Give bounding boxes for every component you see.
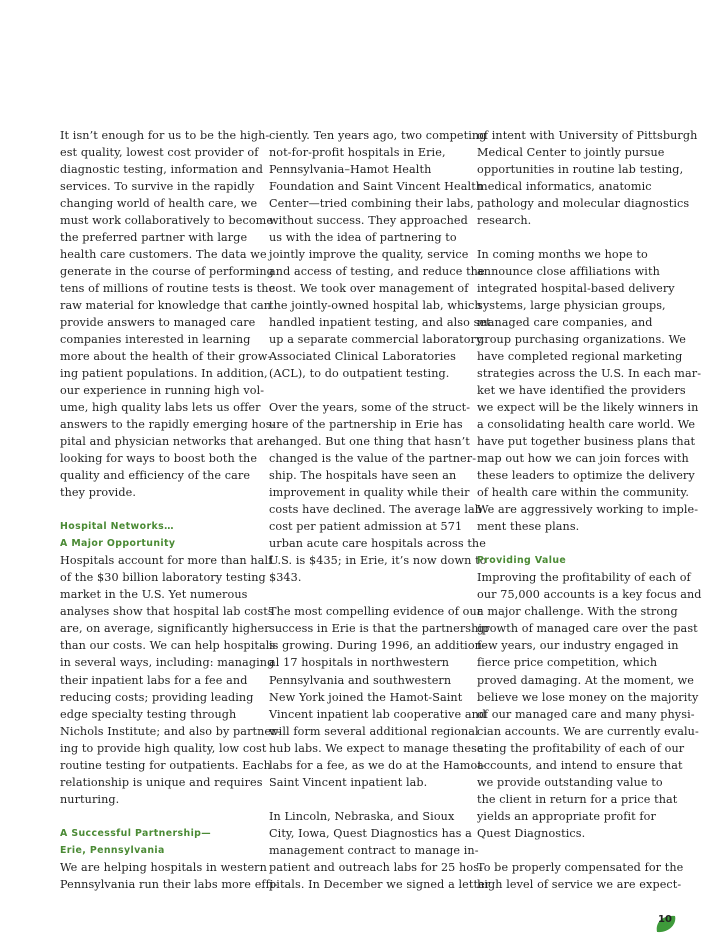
body-text-line: answers to the rapidly emerging hos- (60, 418, 276, 432)
paragraph-gap (477, 229, 673, 246)
body-text-line: Associated Clinical Laboratories (269, 350, 456, 364)
paragraph-gap (60, 808, 256, 825)
body-text-line: and access of testing, and reduce the (269, 265, 485, 279)
body-text-line: companies interested in learning (60, 333, 251, 347)
paragraph-gap (269, 382, 465, 399)
body-text-line: Hospitals account for more than half (60, 554, 273, 568)
body-text-line: To be properly compensated for the (477, 860, 684, 874)
body-text-line: We are aggressively working to imple- (477, 503, 699, 517)
body-text-line: are, on average, significantly higher (60, 622, 270, 636)
body-text-line: of health care within the community. (477, 486, 689, 500)
body-text-line: the preferred partner with large (60, 231, 248, 245)
body-text-line: Center—tried combining their labs, (269, 197, 474, 211)
body-text-line: improvement in quality while their (269, 486, 470, 500)
body-text-line: The most compelling evidence of our (269, 605, 483, 619)
body-text-line: these leaders to optimize the delivery (477, 469, 695, 483)
body-text-line: diagnostic testing, information and (60, 163, 263, 177)
paragraph-gap (477, 535, 673, 552)
body-text-line: raw material for knowledge that can (60, 299, 272, 313)
body-text-line: management contract to manage in- (269, 843, 479, 857)
body-text-line: Medical Center to jointly pursue (477, 146, 665, 160)
body-text-line: City, Iowa, Quest Diagnostics has a (269, 826, 472, 840)
body-text-line: Nichols Institute; and also by partner- (60, 724, 281, 738)
body-text-line: ship. The hospitals have seen an (269, 469, 457, 483)
text-column-2 (269, 127, 491, 893)
body-text-line: research. (477, 214, 532, 228)
body-text-line: up a separate commercial laboratory, (269, 333, 485, 347)
body-text-line: announce close affiliations with (477, 265, 660, 279)
body-text-line: pathology and molecular diagnostics (477, 197, 690, 211)
body-text-line: It isn’t enough for us to be the high- (60, 129, 270, 142)
page-number-badge (653, 912, 683, 932)
body-text-line: quality and efficiency of the care (60, 469, 251, 483)
body-text-line: of our managed care and many physi- (477, 707, 695, 721)
body-text-line: the client in return for a price that (477, 792, 678, 806)
body-text-line: they provide. (60, 486, 136, 500)
body-text-line: nurturing. (60, 792, 120, 806)
body-text-line: In coming months we hope to (477, 248, 648, 262)
body-text-line: accounts, and intend to ensure that (477, 758, 683, 772)
body-text-line: Improving the profitability of each of (477, 571, 691, 585)
body-text-line: systems, large physician groups, (477, 299, 666, 313)
body-text-line: changed. But one thing that hasn’t (269, 435, 470, 449)
body-text-line: ciently. Ten years ago, two competing (269, 129, 487, 142)
body-text-line: generate in the course of performing (60, 265, 274, 279)
body-text-line: ating the profitability of each of our (477, 741, 685, 755)
body-text-line: urban acute care hospitals across the (269, 537, 486, 551)
paragraph-gap (269, 791, 465, 808)
body-text-line: have completed regional marketing (477, 350, 683, 364)
body-text-line: Vincent inpatient lab cooperative and (269, 707, 487, 721)
body-text-line: market in the U.S. Yet numerous (60, 588, 248, 602)
body-text-line: Pennsylvania and southwestern (269, 673, 452, 687)
body-text-line: strategies across the U.S. In each mar- (477, 367, 702, 381)
body-text-line: cost. We took over management of (269, 282, 469, 296)
body-text-line: ure of the partnership in Erie has (269, 418, 463, 432)
text-column-1 (60, 127, 281, 893)
body-text-line: routine testing for outpatients. Each (60, 758, 271, 772)
body-text-line: patient and outreach labs for 25 hos- (269, 860, 483, 874)
body-text-line: is growing. During 1996, an addition- (269, 639, 486, 653)
body-text-line: integrated hospital-based delivery (477, 282, 675, 296)
body-text-line: ume, high quality labs lets us offer (60, 401, 261, 415)
body-text-line: health care customers. The data we (60, 248, 267, 262)
body-text-line: not-for-profit hospitals in Erie, (269, 146, 446, 160)
paragraph-gap (269, 586, 465, 603)
body-text-line: al 17 hospitals in northwestern (269, 656, 450, 670)
section-heading-line: A Successful Partnership— (60, 827, 212, 839)
body-text-line: we expect will be the likely winners in (477, 401, 699, 415)
body-text-line: tens of millions of routine tests is the (60, 282, 276, 296)
body-text-line: our experience in running high vol- (60, 384, 265, 398)
body-text-line: Saint Vincent inpatient lab. (269, 775, 428, 789)
body-text-line: without success. They approached (269, 214, 468, 228)
body-text-line: pital and physician networks that are (60, 435, 276, 449)
body-text-line: opportunities in routine lab testing, (477, 163, 684, 177)
body-text-line: relationship is unique and requires (60, 775, 263, 789)
body-text-line: (ACL), to do outpatient testing. (269, 367, 450, 381)
paragraph-gap (477, 842, 673, 859)
body-text-line: few years, our industry engaged in (477, 639, 679, 653)
body-text-line: edge specialty testing through (60, 707, 237, 721)
body-text-line: in several ways, including: managing (60, 656, 275, 670)
body-text-line: high level of service we are expect- (477, 877, 682, 891)
body-text-line: changing world of health care, we (60, 197, 258, 211)
body-text-line: group purchasing organizations. We (477, 333, 687, 347)
section-heading-line: Hospital Networks… (60, 521, 174, 533)
section-heading-line: Erie, Pennsylvania (60, 844, 165, 856)
body-text-line: $343. (269, 571, 302, 585)
body-text-line: In Lincoln, Nebraska, and Sioux (269, 809, 455, 823)
page-number: 10 (658, 914, 672, 925)
body-text-line: pitals. In December we signed a letter (269, 877, 491, 891)
body-text-line: hub labs. We expect to manage these (269, 741, 484, 755)
body-text-line: analyses show that hospital lab costs (60, 605, 274, 619)
body-text-line: looking for ways to boost both the (60, 452, 258, 466)
section-heading-line: A Major Opportunity (60, 538, 176, 550)
body-text-line: costs have declined. The average lab (269, 503, 483, 517)
body-text-line: map out how we can join forces with (477, 452, 689, 466)
body-text-line: labs for a fee, as we do at the Hamot- (269, 758, 486, 772)
body-text-line: Pennsylvania–Hamot Health (269, 163, 432, 177)
body-text-line: more about the health of their grow- (60, 350, 272, 364)
body-text-line: cian accounts. We are currently evalu- (477, 724, 699, 738)
body-text-line: a major challenge. With the strong (477, 605, 678, 619)
body-text-line: ing patient populations. In addition, (60, 367, 268, 381)
body-text-line: than our costs. We can help hospitals (60, 639, 276, 653)
body-text-line: medical informatics, anatomic (477, 180, 652, 194)
body-text-line: changed is the value of the partner- (269, 452, 477, 466)
body-text-line: services. To survive in the rapidly (60, 180, 255, 194)
body-text-line: of intent with University of Pittsburgh (477, 129, 698, 142)
body-text-line: fierce price competition, which (477, 656, 658, 670)
body-text-line: managed care companies, and (477, 316, 653, 330)
body-text-line: U.S. is $435; in Erie, it’s now down to (269, 554, 487, 568)
body-text-line: ment these plans. (477, 520, 580, 534)
body-text-line: New York joined the Hamot-Saint (269, 690, 463, 704)
section-heading-line: Providing Value (477, 555, 567, 567)
body-text-line: the jointly-owned hospital lab, which (269, 299, 482, 313)
body-text-line: must work collaboratively to become (60, 214, 274, 228)
body-text-line: of the $30 billion laboratory testing (60, 571, 266, 585)
body-text-line: est quality, lowest cost provider of (60, 146, 259, 160)
body-text-line: us with the idea of partnering to (269, 231, 457, 245)
body-text-line: Pennsylvania run their labs more effi- (60, 877, 278, 891)
body-text-line: have put together business plans that (477, 435, 696, 449)
body-text-line: yields an appropriate profit for (477, 809, 656, 823)
body-text-line: reducing costs; providing leading (60, 690, 254, 704)
body-text-line: believe we lose money on the majority (477, 690, 699, 704)
body-text-line: success in Erie is that the partnership (269, 622, 490, 636)
body-text-line: Foundation and Saint Vincent Health (269, 180, 484, 194)
body-text-line: a consolidating health care world. We (477, 418, 696, 432)
body-text-line: provide answers to managed care (60, 316, 256, 330)
body-text-line: cost per patient admission at 571 (269, 520, 463, 534)
body-text-line: ing to provide high quality, low cost (60, 741, 267, 755)
text-column-3 (477, 127, 702, 893)
body-text-line: will form several additional regional (269, 724, 479, 738)
body-text-line: ket we have identified the providers (477, 384, 686, 398)
body-text-line: Over the years, some of the struct- (269, 401, 471, 415)
body-text-line: our 75,000 accounts is a key focus and (477, 588, 702, 602)
body-text-line: Quest Diagnostics. (477, 826, 586, 840)
body-text-line: growth of managed care over the past (477, 622, 698, 636)
body-text-line: We are helping hospitals in western (60, 860, 267, 874)
paragraph-gap (60, 501, 256, 518)
body-text-line: we provide outstanding value to (477, 775, 663, 789)
body-text-line: jointly improve the quality, service (269, 248, 469, 262)
body-text-line: proved damaging. At the moment, we (477, 673, 695, 687)
body-text-line: handled inpatient testing, and also set (269, 316, 491, 330)
body-text-line: their inpatient labs for a fee and (60, 673, 248, 687)
